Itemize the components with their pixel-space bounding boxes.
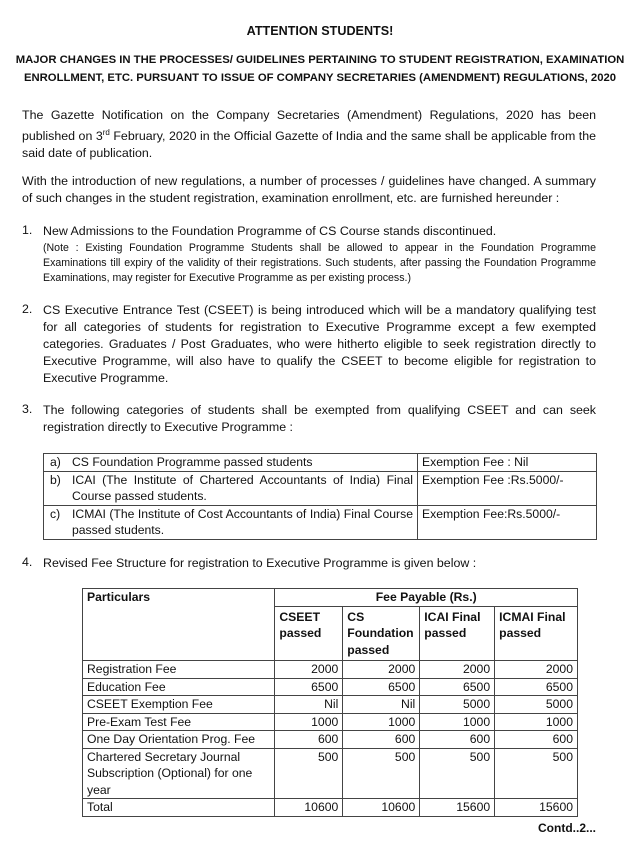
intro-text: The Gazette Notification on the Company Secretaries (Amendment) Regulations, 2020 has been published on 3 xyxy=(22,108,596,144)
fee-value: 10600 xyxy=(275,799,343,817)
fee-value: 500 xyxy=(275,748,343,799)
fee-value: 5000 xyxy=(495,696,578,714)
fee-row xyxy=(83,696,578,714)
fee-value: 600 xyxy=(495,731,578,749)
superscript: rd xyxy=(102,128,110,137)
exemption-row xyxy=(44,471,597,505)
item-text: The following categories of students shall be exempted from qualifying CSEET and can seek registration directly to Executive Programme : xyxy=(43,403,596,434)
fee-value: 500 xyxy=(420,748,495,799)
fee-table xyxy=(82,588,578,817)
fee-value: Nil xyxy=(343,696,420,714)
exemption-text: ICAI (The Institute of Chartered Accountants of India) Final Course passed students. xyxy=(72,472,413,503)
fee-value: 600 xyxy=(420,731,495,749)
intro-paragraph xyxy=(22,107,596,162)
item-note: (Note : Existing Foundation Programme Students shall be allowed to appear in the Foundation Programme Examinations till expiry of the validity of their registrations. Such students, after passing the Foundation Programme Examinations, may register for Executive Programme as per existing process.) xyxy=(43,242,596,284)
column-header: CSEET passed xyxy=(275,606,343,661)
exemption-fee: Exemption Fee :Rs.5000/- xyxy=(418,471,597,505)
intro-text-end: February, 2020 in the Official Gazette of India and the same shall be applicable from the said date of publication. xyxy=(22,129,596,161)
fee-row xyxy=(83,799,578,817)
fee-row xyxy=(83,678,578,696)
subtitle-line-1: MAJOR CHANGES IN THE PROCESSES/ GUIDELINES PERTAINING TO STUDENT REGISTRATION, EXAMINATION xyxy=(15,54,625,66)
fee-payable-header: Fee Payable (Rs.) xyxy=(275,589,578,607)
exemption-text: ICMAI (The Institute of Cost Accountants of India) Final Course passed students. xyxy=(72,506,413,537)
exemption-category xyxy=(44,505,418,539)
fee-row-label: Education Fee xyxy=(83,678,275,696)
fee-value: 2000 xyxy=(420,661,495,679)
fee-value: 15600 xyxy=(420,799,495,817)
exemption-text: CS Foundation Programme passed students xyxy=(72,455,313,469)
fee-value: 600 xyxy=(343,731,420,749)
item-text: Revised Fee Structure for registration to Executive Programme is given below : xyxy=(43,556,477,570)
column-header: CS Foundation passed xyxy=(343,606,420,661)
fee-value: 2000 xyxy=(343,661,420,679)
fee-value: Nil xyxy=(275,696,343,714)
exemption-table xyxy=(43,453,597,540)
continued-note: Contd..2... xyxy=(538,821,596,835)
fee-value: 500 xyxy=(343,748,420,799)
fee-value: 1000 xyxy=(420,713,495,731)
item-text: New Admissions to the Foundation Programme of CS Course stands discontinued. xyxy=(43,224,497,238)
fee-value: 1000 xyxy=(275,713,343,731)
exemption-fee: Exemption Fee : Nil xyxy=(418,454,597,472)
fee-value: 6500 xyxy=(343,678,420,696)
summary-paragraph: With the introduction of new regulations, a number of processes / guidelines have changed. A summary of such changes in the student registration, examination enrollment, etc. are furnished hereunder : xyxy=(22,174,596,205)
item-number: 2. xyxy=(22,302,33,316)
exemption-fee: Exemption Fee:Rs.5000/- xyxy=(418,505,597,539)
subtitle xyxy=(0,51,640,87)
fee-row-label: Registration Fee xyxy=(83,661,275,679)
fee-value: 15600 xyxy=(495,799,578,817)
fee-row-label: Chartered Secretary Journal Subscription (Optional) for one year xyxy=(83,748,275,799)
subtitle-line-2: ENROLLMENT, ETC. PURSUANT TO ISSUE OF COMPANY SECRETARIES (AMENDMENT) REGULATIONS, 2020 xyxy=(23,72,617,84)
particulars-header: Particulars xyxy=(83,589,275,661)
fee-value: 6500 xyxy=(275,678,343,696)
fee-value: 600 xyxy=(275,731,343,749)
fee-value: 5000 xyxy=(420,696,495,714)
fee-value: 1000 xyxy=(343,713,420,731)
fee-value: 2000 xyxy=(495,661,578,679)
column-header: ICAI Final passed xyxy=(420,606,495,661)
exemption-label: c) xyxy=(50,506,61,521)
item-text: CS Executive Entrance Test (CSEET) is being introduced which will be a mandatory qualifying test for all categories of students for registration to Executive Programme except a few exempted categories. Graduates / Post Graduates, who were hitherto eligible to seek registration directly to Executive Programme, will also have to qualify the CSEET to become eligible for registration to Executive Programme. xyxy=(43,303,596,385)
fee-row xyxy=(83,661,578,679)
exemption-row xyxy=(44,505,597,539)
fee-row xyxy=(83,748,578,799)
item-number: 1. xyxy=(22,223,33,237)
fee-value: 10600 xyxy=(343,799,420,817)
item-number: 3. xyxy=(22,402,33,416)
fee-row-label: Total xyxy=(83,799,275,817)
exemption-row xyxy=(44,454,597,472)
exemption-category xyxy=(44,471,418,505)
exemption-category xyxy=(44,454,418,472)
fee-header-row xyxy=(83,589,578,607)
fee-row-label: Pre-Exam Test Fee xyxy=(83,713,275,731)
fee-row xyxy=(83,731,578,749)
fee-value: 6500 xyxy=(495,678,578,696)
fee-row-label: CSEET Exemption Fee xyxy=(83,696,275,714)
item-number: 4. xyxy=(22,555,33,569)
exemption-label: b) xyxy=(50,472,61,487)
fee-value: 1000 xyxy=(495,713,578,731)
fee-row xyxy=(83,713,578,731)
fee-value: 6500 xyxy=(420,678,495,696)
fee-value: 2000 xyxy=(275,661,343,679)
page-title: ATTENTION STUDENTS! xyxy=(246,24,394,38)
fee-row-label: One Day Orientation Prog. Fee xyxy=(83,731,275,749)
fee-value: 500 xyxy=(495,748,578,799)
exemption-label: a) xyxy=(50,455,61,469)
column-header: ICMAI Final passed xyxy=(495,606,578,661)
